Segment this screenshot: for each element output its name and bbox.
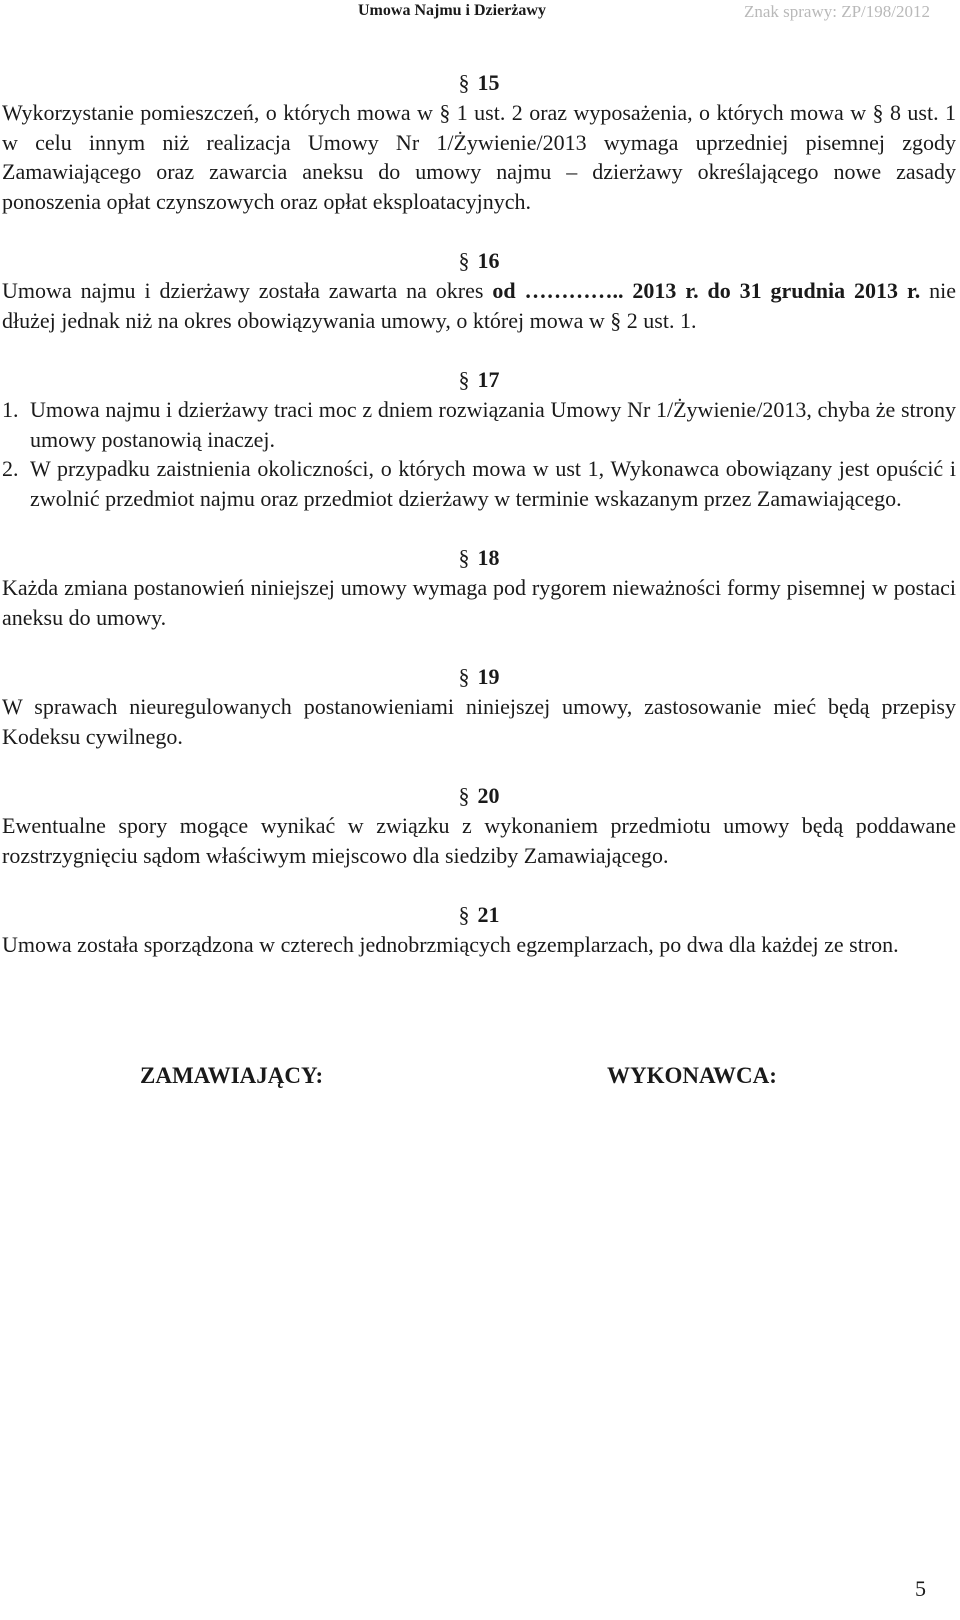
page-number: 5 xyxy=(915,1576,926,1601)
section-symbol: § xyxy=(458,367,470,392)
section-19 xyxy=(2,662,956,751)
list-item xyxy=(2,395,956,454)
item-number: 1. xyxy=(2,397,19,422)
section-number: 21 xyxy=(477,902,500,927)
section-17 xyxy=(2,365,956,513)
section-number: 18 xyxy=(477,545,500,570)
section-symbol: § xyxy=(458,664,470,689)
signature-client: ZAMAWIAJĄCY: xyxy=(140,1063,324,1088)
document-title: Umowa Najmu i Dzierżawy xyxy=(358,2,546,19)
section-text: Każda zmiana postanowień niniejszej umowy wymaga pod rygorem nieważności formy pisemnej w postaci aneksu do umowy. xyxy=(2,575,956,630)
section-symbol: § xyxy=(458,902,470,927)
item-number: 2. xyxy=(2,456,19,481)
section-symbol: § xyxy=(458,545,470,570)
section-heading xyxy=(2,68,956,98)
section-number: 15 xyxy=(477,70,500,95)
section-symbol: § xyxy=(458,70,470,95)
section-number: 16 xyxy=(477,248,500,273)
section-15 xyxy=(2,68,956,216)
section-text: Umowa została sporządzona w czterech jednobrzmiących egzemplarzach, po dwa dla każdej ze stron. xyxy=(2,932,899,957)
section-text: W sprawach nieuregulowanych postanowieniami niniejszej umowy, zastosowanie mieć będą przepisy Kodeksu cywilnego. xyxy=(2,694,956,749)
section-text-part: Umowa najmu i dzierżawy została zawarta na okres xyxy=(2,278,493,303)
section-heading xyxy=(2,246,956,276)
section-number: 19 xyxy=(477,664,500,689)
item-text: W przypadku zaistnienia okoliczności, o których mowa w ust 1, Wykonawca obowiązany jest opuścić i zwolnić przedmiot najmu oraz przedmiot dzierżawy w terminie wskazanym przez Zamawiającego. xyxy=(30,456,956,511)
document-body xyxy=(2,68,956,960)
section-text xyxy=(2,276,956,335)
section-symbol: § xyxy=(458,783,470,808)
list-item xyxy=(2,454,956,513)
item-text: Umowa najmu i dzierżawy traci moc z dniem rozwiązania Umowy Nr 1/Żywienie/2013, chyba że strony umowy postanowią inaczej. xyxy=(30,397,956,452)
section-18 xyxy=(2,543,956,632)
section-number: 17 xyxy=(477,367,500,392)
section-text: Ewentualne spory mogące wynikać w związku z wykonaniem przedmiotu umowy będą poddawane rozstrzygnięciu sądom właściwym miejscowo dla siedziby Zamawiającego. xyxy=(2,813,956,868)
signature-contractor: WYKONAWCA: xyxy=(607,1063,777,1088)
section-heading xyxy=(2,662,956,692)
section-number: 20 xyxy=(477,783,500,808)
case-number: Znak sprawy: ZP/198/2012 xyxy=(743,2,930,21)
section-heading xyxy=(2,900,956,930)
page-header xyxy=(0,0,960,30)
section-symbol: § xyxy=(458,248,470,273)
section-heading xyxy=(2,365,956,395)
section-text-part: nie dłużej jednak niż na okres obowiązywania umowy, o której mowa w § 2 ust. 1. xyxy=(2,278,956,333)
section-20 xyxy=(2,781,956,870)
section-21 xyxy=(2,900,956,960)
section-16 xyxy=(2,246,956,335)
contract-period: od ………….. 2013 r. do 31 grudnia 2013 r. xyxy=(492,278,921,303)
section-heading xyxy=(2,543,956,573)
section-text: Wykorzystanie pomieszczeń, o których mowa w § 1 ust. 2 oraz wyposażenia, o których mowa w § 8 ust. 1 w celu innym niż realizacja Umowy Nr 1/Żywienie/2013 wymaga uprzedniej pisemnej zgody Zamawiającego oraz zawarcia aneksu do umowy najmu – dzierżawy określającego nowe zasady ponoszenia opłat czynszowych oraz opłat eksploatacyjnych. xyxy=(2,100,956,214)
section-heading xyxy=(2,781,956,811)
